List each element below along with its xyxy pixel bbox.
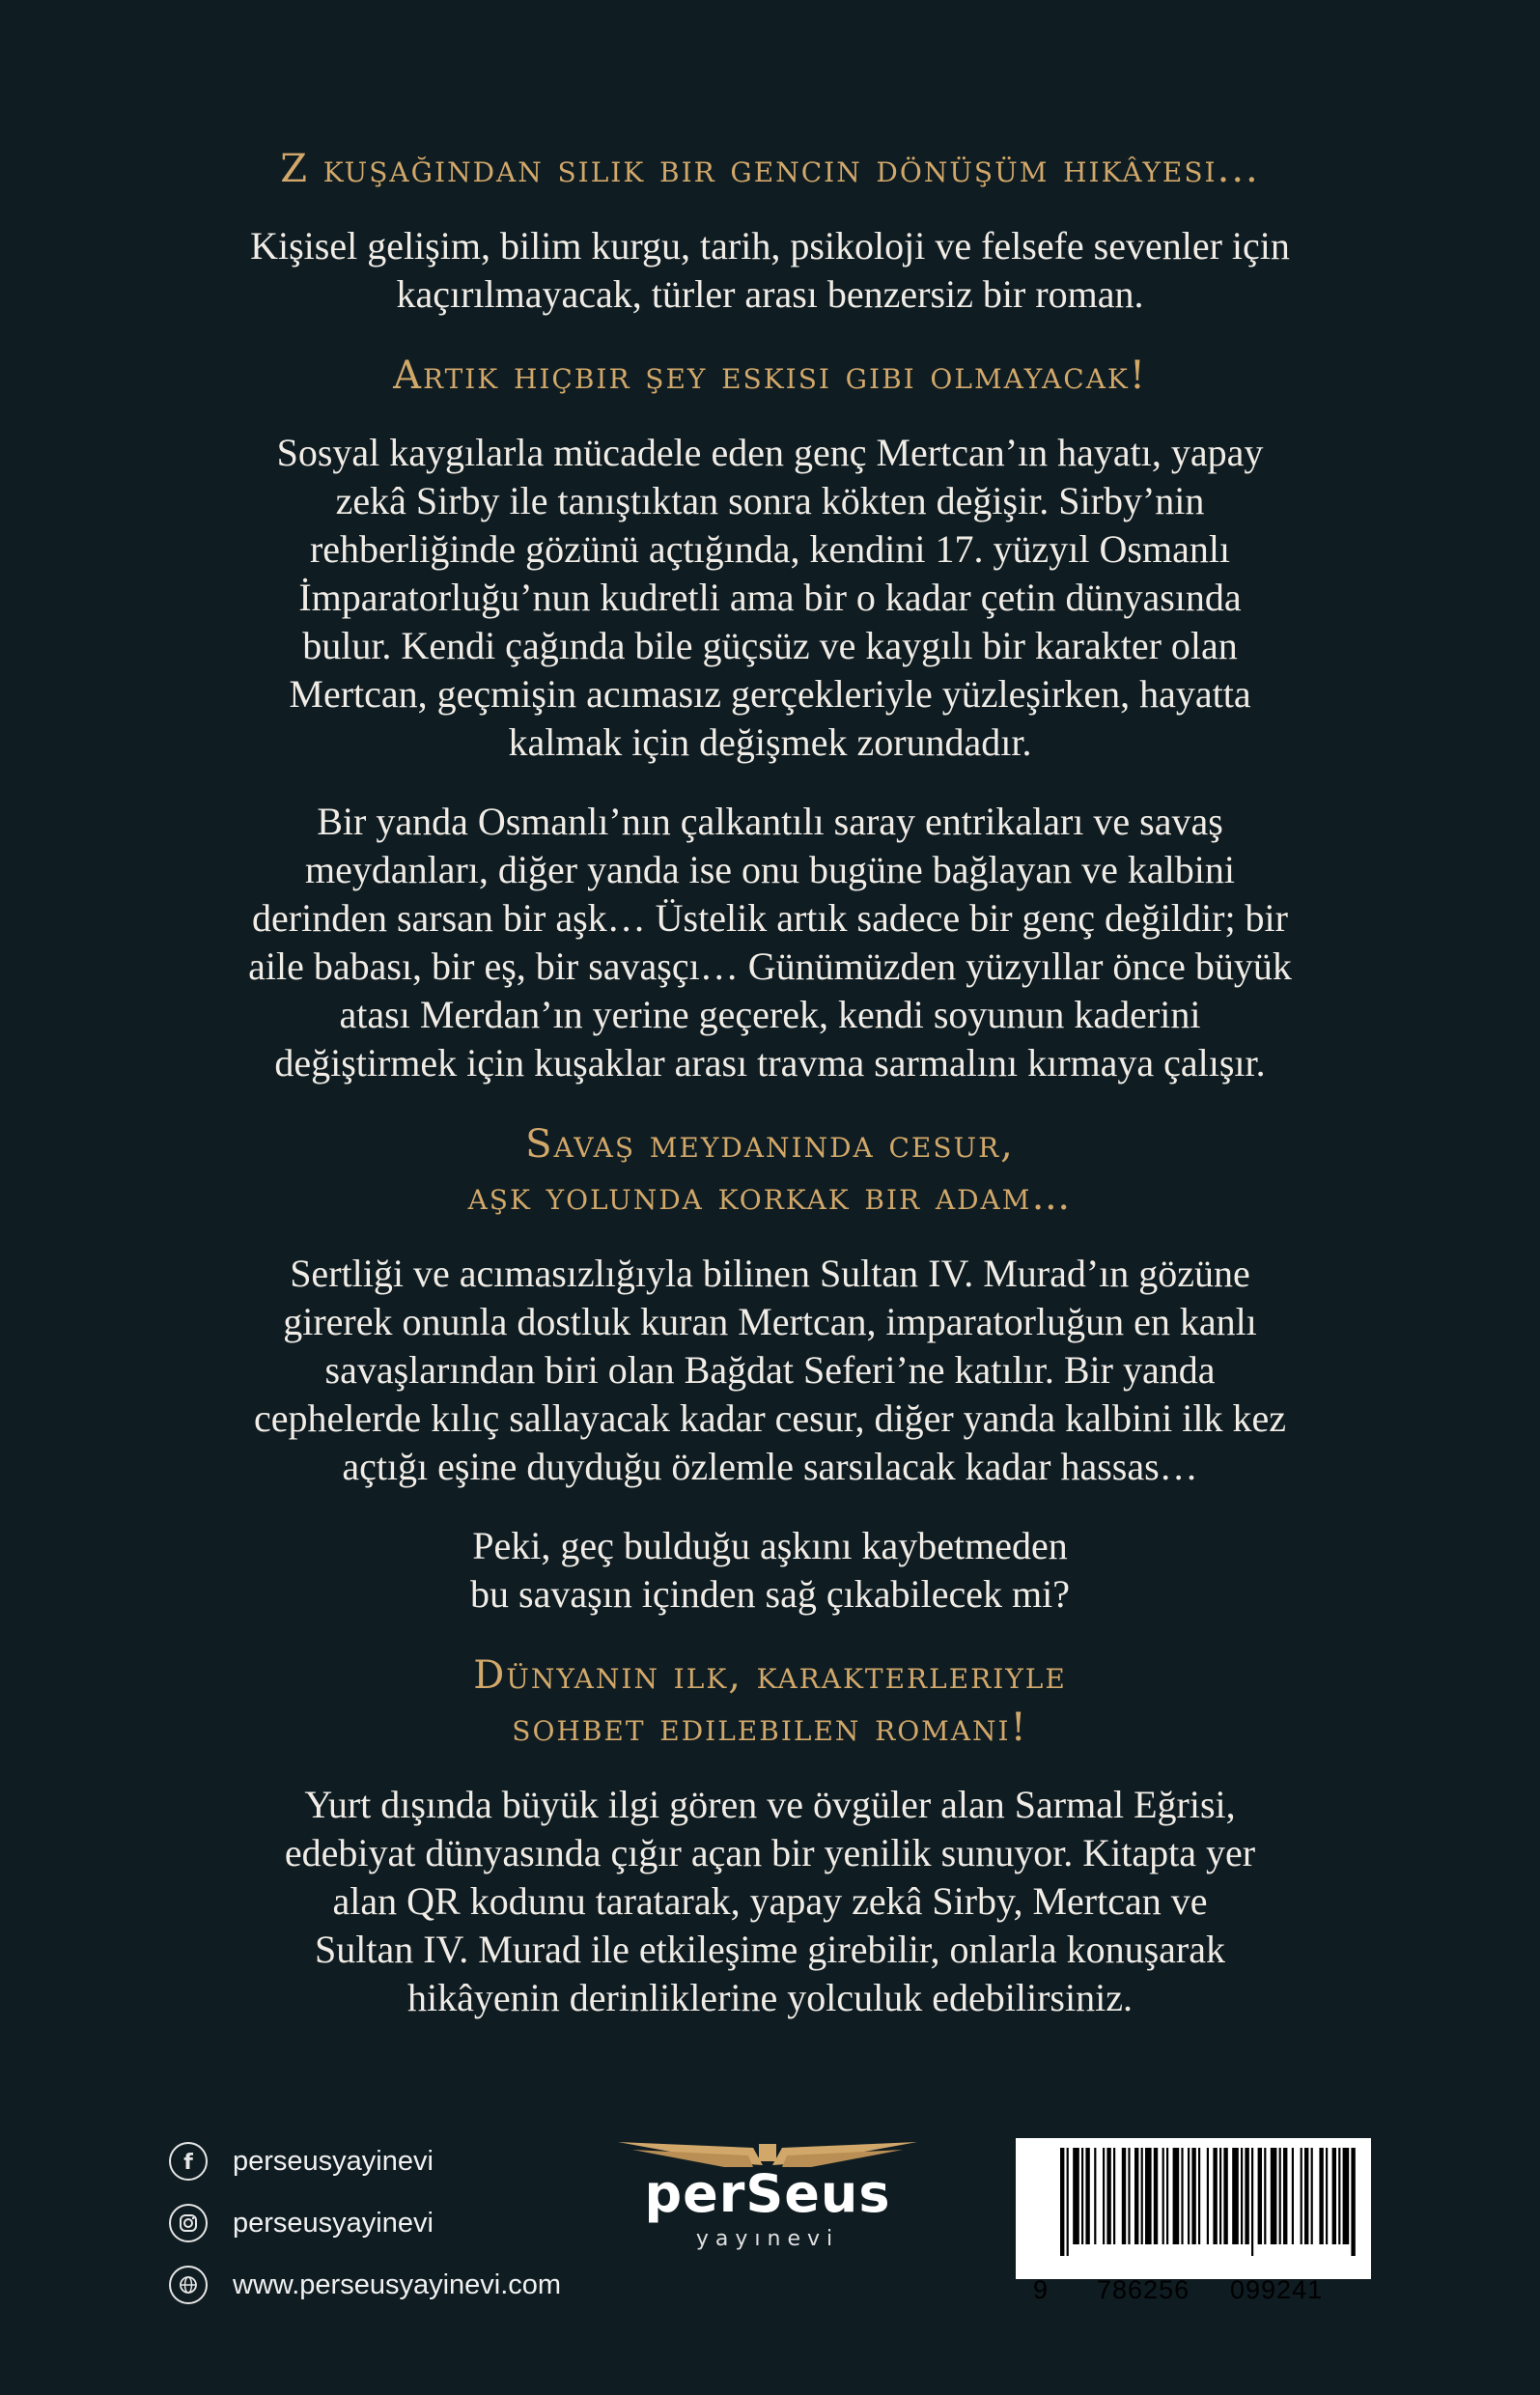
facebook-handle: perseusyayinevi — [233, 2145, 434, 2177]
barcode-bar — [1188, 2148, 1190, 2244]
barcode-bar — [1279, 2148, 1281, 2244]
text-line: kaçırılmayacak, türler arası benzersiz bir roman. — [396, 272, 1144, 316]
instagram-icon — [169, 2204, 208, 2242]
isbn-group-1: 786256 — [1097, 2275, 1190, 2304]
text-line: Kişisel gelişim, bilim kurgu, tarih, psikoloji ve felsefe sevenler için — [250, 224, 1290, 268]
barcode-bar — [1343, 2148, 1350, 2244]
barcode-bar — [1085, 2148, 1089, 2244]
text-line: kalmak için değişmek zorundadır. — [508, 720, 1032, 764]
barcode-bar — [1311, 2148, 1313, 2244]
text-line: İmparatorluğu’nun kudretli ama bir o kadar çetin dünyasında — [298, 576, 1242, 619]
text-line: edebiyat dünyasında çığır açan bir yenilik sunuyor. Kitapta yer — [284, 1831, 1256, 1874]
social-item-facebook[interactable] — [169, 2130, 561, 2192]
instagram-handle: perseusyayinevi — [233, 2207, 434, 2239]
barcode-bar — [1073, 2148, 1079, 2244]
isbn-group-2: 099241 — [1230, 2275, 1324, 2304]
body-paragraph — [145, 1781, 1395, 2022]
text-line: Yurt dışında büyük ilgi gören ve övgüler alan Sarmal Eğrisi, — [304, 1783, 1236, 1826]
barcode-bar — [1173, 2148, 1180, 2244]
barcode-bar — [1106, 2148, 1110, 2244]
text-line: aşk yolunda korkak bir adam… — [467, 1174, 1073, 1219]
section-heading — [145, 1118, 1395, 1223]
text-line: cephelerde kılıç sallayacak kadar cesur, diğer yanda kalbini ilk kez — [253, 1396, 1286, 1440]
back-cover-text — [145, 143, 1395, 2053]
barcode-bar — [1094, 2148, 1096, 2244]
text-line: Mertcan, geçmişin acımasız gerçekleriyle yüzleşirken, hayatta — [289, 672, 1251, 716]
text-line: meydanları, diğer yanda ise onu bugüne bağlayan ve kalbini — [304, 848, 1236, 891]
text-line: açtığı eşine duyduğu özlemle sarsılacak kadar hassas… — [342, 1445, 1198, 1488]
barcode-bar — [1067, 2148, 1069, 2256]
facebook-icon — [169, 2142, 208, 2181]
barcode-bar — [1122, 2148, 1126, 2244]
text-line: rehberliğinde gözünü açtığında, kendini 17. yüzyıl Osmanlı — [309, 527, 1231, 571]
barcode-bar — [1241, 2148, 1243, 2244]
text-line: Dünyanın ilk, karakterleriyle — [473, 1653, 1067, 1698]
social-item-instagram[interactable] — [169, 2192, 561, 2254]
text-line: bulur. Kendi çağında bile güçsüz ve kaygılı bir karakter olan — [302, 624, 1238, 667]
body-paragraph — [145, 1522, 1395, 1619]
barcode-bar — [1154, 2148, 1158, 2244]
barcode-bar — [1128, 2148, 1130, 2244]
text-line: aile babası, bir eş, bir savaşçı… Günümüzden yüzyıllar önce büyük — [248, 944, 1292, 988]
text-line: değiştirmek için kuşaklar arası travma sarmalını kırmaya çalışır. — [274, 1041, 1266, 1085]
text-line: Peki, geç bulduğu aşkını kaybetmeden — [472, 1524, 1068, 1567]
text-line: Savaş meydanında cesur, — [525, 1122, 1015, 1167]
barcode-bar — [1134, 2148, 1138, 2244]
barcode-bar — [1081, 2148, 1083, 2244]
text-line: hikâyenin derinliklerine yolculuk edebilirsiniz. — [407, 1976, 1133, 2019]
barcode-bar — [1301, 2148, 1302, 2244]
text-line: atası Merdan’ın yerine geçerek, kendi soyunun kaderini — [339, 993, 1201, 1036]
text-line: savaşlarından biri olan Bağdat Seferi’ne katılır. Bir yanda — [324, 1348, 1216, 1392]
barcode-bar — [1219, 2148, 1221, 2244]
barcode-bar — [1181, 2148, 1183, 2244]
text-line: Sertliği ve acımasızlığıyla bilinen Sultan IV. Murad’ın gözüne — [290, 1252, 1250, 1295]
section-heading — [145, 1649, 1395, 1754]
section-heading — [145, 350, 1395, 402]
globe-icon — [169, 2266, 208, 2304]
text-line: Artık hiçbir şey eskisi gibi olmayacak! — [393, 353, 1147, 398]
barcode-bar — [1304, 2148, 1308, 2244]
text-line: bu savaşın içinden sağ çıkabilecek mi? — [470, 1572, 1070, 1616]
section-heading — [145, 143, 1395, 195]
text-line: girerek onunla dostluk kuran Mertcan, imparatorluğun en kanlı — [283, 1300, 1257, 1343]
text-line: Sultan IV. Murad ile etkileşime girebilir, onlarla konuşarak — [315, 1928, 1225, 1971]
barcode-bar — [1191, 2148, 1195, 2244]
isbn-barcode — [1016, 2138, 1371, 2304]
body-paragraph — [145, 1250, 1395, 1491]
barcode-bar — [1232, 2148, 1239, 2244]
text-line: Z kuşağından silik bir gencin dönüşüm hikâyesi... — [280, 147, 1260, 191]
barcode-bar — [1166, 2148, 1168, 2244]
isbn-first-digit: 9 — [1033, 2275, 1049, 2304]
barcode-bar — [1060, 2148, 1064, 2256]
barcode-bar — [1145, 2148, 1152, 2244]
text-line: alan QR kodunu taratarak, yapay zekâ Sirby, Mertcan ve — [332, 1879, 1208, 1923]
barcode-bar — [1103, 2148, 1105, 2244]
logo-subtitle: yayınevi — [695, 2227, 840, 2251]
barcode-bar — [1207, 2148, 1209, 2244]
barcode-bar — [1223, 2148, 1227, 2244]
barcode-bar — [1292, 2148, 1294, 2244]
barcode-bar — [1251, 2148, 1253, 2256]
barcode-bar — [1213, 2148, 1217, 2244]
barcode-bar — [1338, 2148, 1340, 2244]
body-paragraph — [145, 222, 1395, 319]
barcode-bar — [1113, 2148, 1115, 2244]
body-paragraph — [145, 798, 1395, 1087]
barcode-bar — [1351, 2148, 1355, 2256]
social-links — [169, 2130, 561, 2316]
footer — [0, 2115, 1540, 2308]
barcode-bar — [1198, 2148, 1200, 2244]
text-line: sohbet edilebilen romanı! — [512, 1705, 1028, 1750]
barcode-bar — [1332, 2148, 1336, 2244]
publisher-logo — [618, 2134, 917, 2250]
barcode-bars — [1016, 2138, 1371, 2279]
barcode-bar — [1162, 2148, 1164, 2244]
barcode-bar — [1319, 2148, 1323, 2244]
barcode-bar — [1141, 2148, 1143, 2244]
text-line: Bir yanda Osmanlı’nın çalkantılı saray entrikaları ve savaş — [317, 800, 1223, 843]
barcode-bar — [1258, 2148, 1262, 2244]
barcode-bar — [1271, 2148, 1277, 2244]
logo-name: perSeus — [644, 2163, 891, 2224]
text-line: derinden sarsan bir aşk… Üstelik artık sadece bir genç değildir; bir — [252, 896, 1288, 940]
barcode-bar — [1326, 2148, 1328, 2244]
svg-text:f: f — [183, 2151, 193, 2173]
body-paragraph — [145, 429, 1395, 767]
text-line: Sosyal kaygılarla mücadele eden genç Mertcan’ın hayatı, yapay — [276, 431, 1264, 474]
text-line: zekâ Sirby ile tanıştıktan sonra kökten değişir. Sirby’nin — [335, 479, 1205, 522]
website-url: www.perseusyayinevi.com — [233, 2268, 562, 2300]
social-item-website[interactable] — [169, 2254, 561, 2316]
barcode-bar — [1283, 2148, 1287, 2244]
barcode-bar — [1264, 2148, 1266, 2244]
barcode-bar — [1245, 2148, 1248, 2244]
